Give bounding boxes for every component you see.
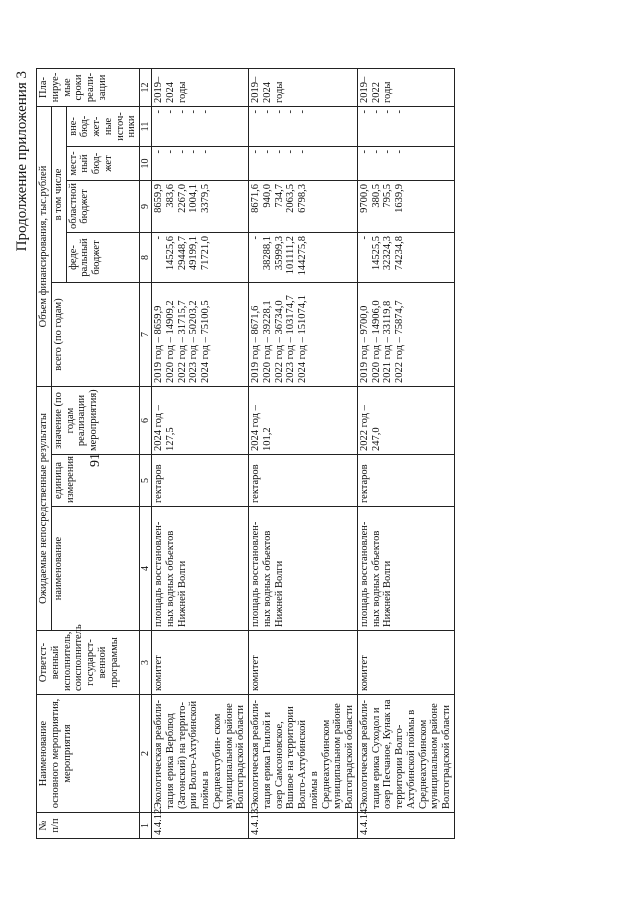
result-value: 2022 год – 247,0 <box>357 387 454 455</box>
result-name: площадь восстановлен- ных водных объектов Нижней Волги <box>357 507 454 631</box>
financing-regional-line: 9700,0 <box>358 184 370 213</box>
implementation-period: 2019– 2022 годы <box>357 68 454 106</box>
col-number: 12 <box>140 68 152 106</box>
financing-offbudget-line: - <box>200 109 212 114</box>
col-number: 3 <box>140 631 152 695</box>
financing-local-line: - <box>188 150 200 154</box>
financing-regional-line: 1004,1 <box>188 184 200 213</box>
column-number-row <box>140 68 152 838</box>
financing-total-line: 2024 год – 75100,5 <box>200 300 212 383</box>
header-col-offbudget: вне- бюд- жет- ные источ- ники <box>66 106 140 146</box>
measure-name: Экологическая реабили- тация ерика Гнилой и озер Самсоновское, Вшивое на территории Волго-Ахтубинской поймы в Среднеахтубинском муниципальном районе Волгоградской области <box>249 695 358 813</box>
header-col-executor: Ответст- венный исполнитель, соисполнитель государст- венной программы <box>37 631 140 695</box>
col-number: 10 <box>140 147 152 181</box>
financing-local-line: - <box>297 150 309 154</box>
financing-total <box>249 283 358 387</box>
responsible-executor: комитет <box>357 631 454 695</box>
unit-of-measure: гектаров <box>249 455 358 507</box>
financing-federal <box>249 233 358 283</box>
financing-federal-line: 101111,2 <box>285 236 297 275</box>
header-row-1 <box>37 68 52 838</box>
financing-total-line: 2019 год – 8671,6 <box>250 305 262 383</box>
table-row <box>152 68 249 838</box>
unit-of-measure: гектаров <box>357 455 454 507</box>
financing-offbudget-line: - <box>382 109 394 114</box>
financing-federal-line: 35999,3 <box>273 236 285 271</box>
financing-federal-line: 14525,5 <box>370 236 382 271</box>
financing-regional-line: 6798,3 <box>297 184 309 213</box>
financing-regional-line: 383,6 <box>164 184 176 208</box>
financing-total <box>152 283 249 387</box>
financing-total <box>357 283 454 387</box>
financing-local-line: - <box>250 150 262 154</box>
header-col-num: № п/п <box>37 813 140 839</box>
financing-offbudget-line: - <box>273 109 285 114</box>
financing-total-line: 2023 год – 50203,2 <box>188 300 200 383</box>
unit-of-measure: гектаров <box>152 455 249 507</box>
financing-federal-line: 49199,1 <box>188 236 200 271</box>
continuation-label: Продолжение приложения 3 <box>14 71 30 252</box>
financing-local-line: - <box>273 150 285 154</box>
financing-total-line: 2024 год – 151074,1 <box>297 295 309 383</box>
result-name: площадь восстановлен- ных водных объектов Нижней Волги <box>249 507 358 631</box>
financing-federal-line: - <box>153 236 165 240</box>
financing-offbudget-line: - <box>153 109 165 114</box>
table-row <box>357 68 454 838</box>
financing-offbudget-line: - <box>176 109 188 114</box>
row-number: 4.4.12. <box>152 813 249 839</box>
financing-regional <box>357 181 454 233</box>
col-number: 4 <box>140 507 152 631</box>
financing-offbudget <box>152 106 249 146</box>
financing-offbudget-line: - <box>358 109 370 114</box>
financing-offbudget-line: - <box>285 109 297 114</box>
financing-regional-line: 1639,9 <box>394 184 406 213</box>
financing-federal-line: 29448,7 <box>176 236 188 271</box>
header-col-unit: единица измерения <box>51 455 139 507</box>
header-financing: Объем финансирования, тыс.рублей <box>37 106 52 386</box>
header-col-value: значение (по годам реализации мероприятия) <box>51 387 139 455</box>
col-number: 5 <box>140 455 152 507</box>
col-number: 6 <box>140 387 152 455</box>
financing-local <box>249 147 358 181</box>
measure-name: Экологическая реабили- тация ерика Верблюд (Затонский) на террито- рии Волго-Ахтубинской поймы в Среднеахтубин- ском муниципальном районе Волгоградской области <box>152 695 249 813</box>
col-number: 2 <box>140 695 152 813</box>
measure-name: Экологическая реабили- тация ерика Суходол и озер Песчаное, Кунак на территории Волго- Ахтубинской поймы в Среднеахтубинском муниципальном районе Волгоградской области <box>357 695 454 813</box>
implementation-period: 2019– 2024 годы <box>152 68 249 106</box>
financing-federal-line: - <box>250 236 262 240</box>
financing-local-line: - <box>370 150 382 154</box>
table-body <box>152 68 455 838</box>
financing-local-line: - <box>176 150 188 154</box>
financing-local-line: - <box>382 150 394 154</box>
financing-regional-line: 2063,5 <box>285 184 297 213</box>
financing-total-line: 2019 год – 9700,0 <box>358 305 370 383</box>
financing-regional-line: 2267,0 <box>176 184 188 213</box>
header-expected-results: Ожидаемые непосредственные результаты <box>37 387 52 631</box>
financing-federal <box>152 233 249 283</box>
col-number: 8 <box>140 233 152 283</box>
financing-regional-line: 8659,9 <box>153 184 165 213</box>
financing-regional <box>152 181 249 233</box>
financing-federal-line: 38288,1 <box>261 236 273 271</box>
implementation-period: 2019– 2024 годы <box>249 68 358 106</box>
header-col-regional: областной бюджет <box>66 181 140 233</box>
col-number: 7 <box>140 283 152 387</box>
financing-regional-line: 8671,6 <box>250 184 262 213</box>
financing-total-line: 2022 год – 36734,0 <box>273 300 285 383</box>
financing-local-line: - <box>358 150 370 154</box>
financing-local-line: - <box>200 150 212 154</box>
financing-total-line: 2022 год – 31715,7 <box>176 300 188 383</box>
financing-regional <box>249 181 358 233</box>
header-including: в том числе <box>51 106 66 282</box>
financing-offbudget-line: - <box>394 109 406 114</box>
financing-offbudget-line: - <box>261 109 273 114</box>
financing-offbudget <box>249 106 358 146</box>
financing-offbudget-line: - <box>370 109 382 114</box>
header-col-name: Наименование основного мероприятия, мероприятия <box>37 695 140 813</box>
financing-total-line: 2020 год – 39228,1 <box>261 300 273 383</box>
result-value: 2024 год – 101,2 <box>249 387 358 455</box>
financing-local-line: - <box>394 150 406 154</box>
result-value: 2024 год – 127,5 <box>152 387 249 455</box>
financing-local-line: - <box>164 150 176 154</box>
row-number: 4.4.13. <box>249 813 358 839</box>
financing-regional-line: 734,7 <box>273 184 285 208</box>
col-number: 9 <box>140 181 152 233</box>
financing-total-line: 2020 год – 14909,2 <box>164 300 176 383</box>
financing-total-line: 2021 год – 33119,8 <box>382 300 394 383</box>
financing-total-line: 2019 год – 8659,9 <box>153 305 165 383</box>
financing-federal-line: 74234,8 <box>394 236 406 271</box>
financing-regional-line: 940,0 <box>261 184 273 208</box>
financing-offbudget-line: - <box>188 109 200 114</box>
financing-offbudget <box>357 106 454 146</box>
financing-total-line: 2022 год – 75874,7 <box>394 300 406 383</box>
result-name: площадь восстановлен- ных водных объектов Нижней Волги <box>152 507 249 631</box>
financing-offbudget-line: - <box>297 109 309 114</box>
financing-table <box>36 68 455 839</box>
header-col-federal: феде- ральный бюджет <box>66 233 140 283</box>
financing-local-line: - <box>261 150 273 154</box>
financing-local <box>152 147 249 181</box>
col-number: 1 <box>140 813 152 839</box>
header-col-period: Пла- нируе- мые сроки реали- зации <box>37 68 140 106</box>
financing-offbudget-line: - <box>164 109 176 114</box>
financing-regional-line: 3379,5 <box>200 184 212 213</box>
financing-federal-line: - <box>358 236 370 240</box>
header-col-local: мест- ный бюд- жет <box>66 147 140 181</box>
financing-federal-line: 32324,3 <box>382 236 394 271</box>
financing-local-line: - <box>153 150 165 154</box>
financing-federal-line: 144275,8 <box>297 236 309 276</box>
page-number: 91 <box>88 453 103 467</box>
responsible-executor: комитет <box>152 631 249 695</box>
col-number: 11 <box>140 106 152 146</box>
financing-federal-line: 71721,0 <box>200 236 212 271</box>
table-row <box>249 68 358 838</box>
financing-local <box>357 147 454 181</box>
financing-regional-line: 795,5 <box>382 184 394 208</box>
financing-regional-line: 380,5 <box>370 184 382 208</box>
row-number: 4.4.14. <box>357 813 454 839</box>
financing-total-line: 2023 год – 103174,7 <box>285 295 297 383</box>
header-col-total: всего (по годам) <box>51 283 139 387</box>
financing-offbudget-line: - <box>250 109 262 114</box>
responsible-executor: комитет <box>249 631 358 695</box>
financing-federal <box>357 233 454 283</box>
header-col-result-name: наименование <box>51 507 139 631</box>
financing-local-line: - <box>285 150 297 154</box>
financing-total-line: 2020 год – 14906,0 <box>370 300 382 383</box>
financing-federal-line: 14525,6 <box>164 236 176 271</box>
